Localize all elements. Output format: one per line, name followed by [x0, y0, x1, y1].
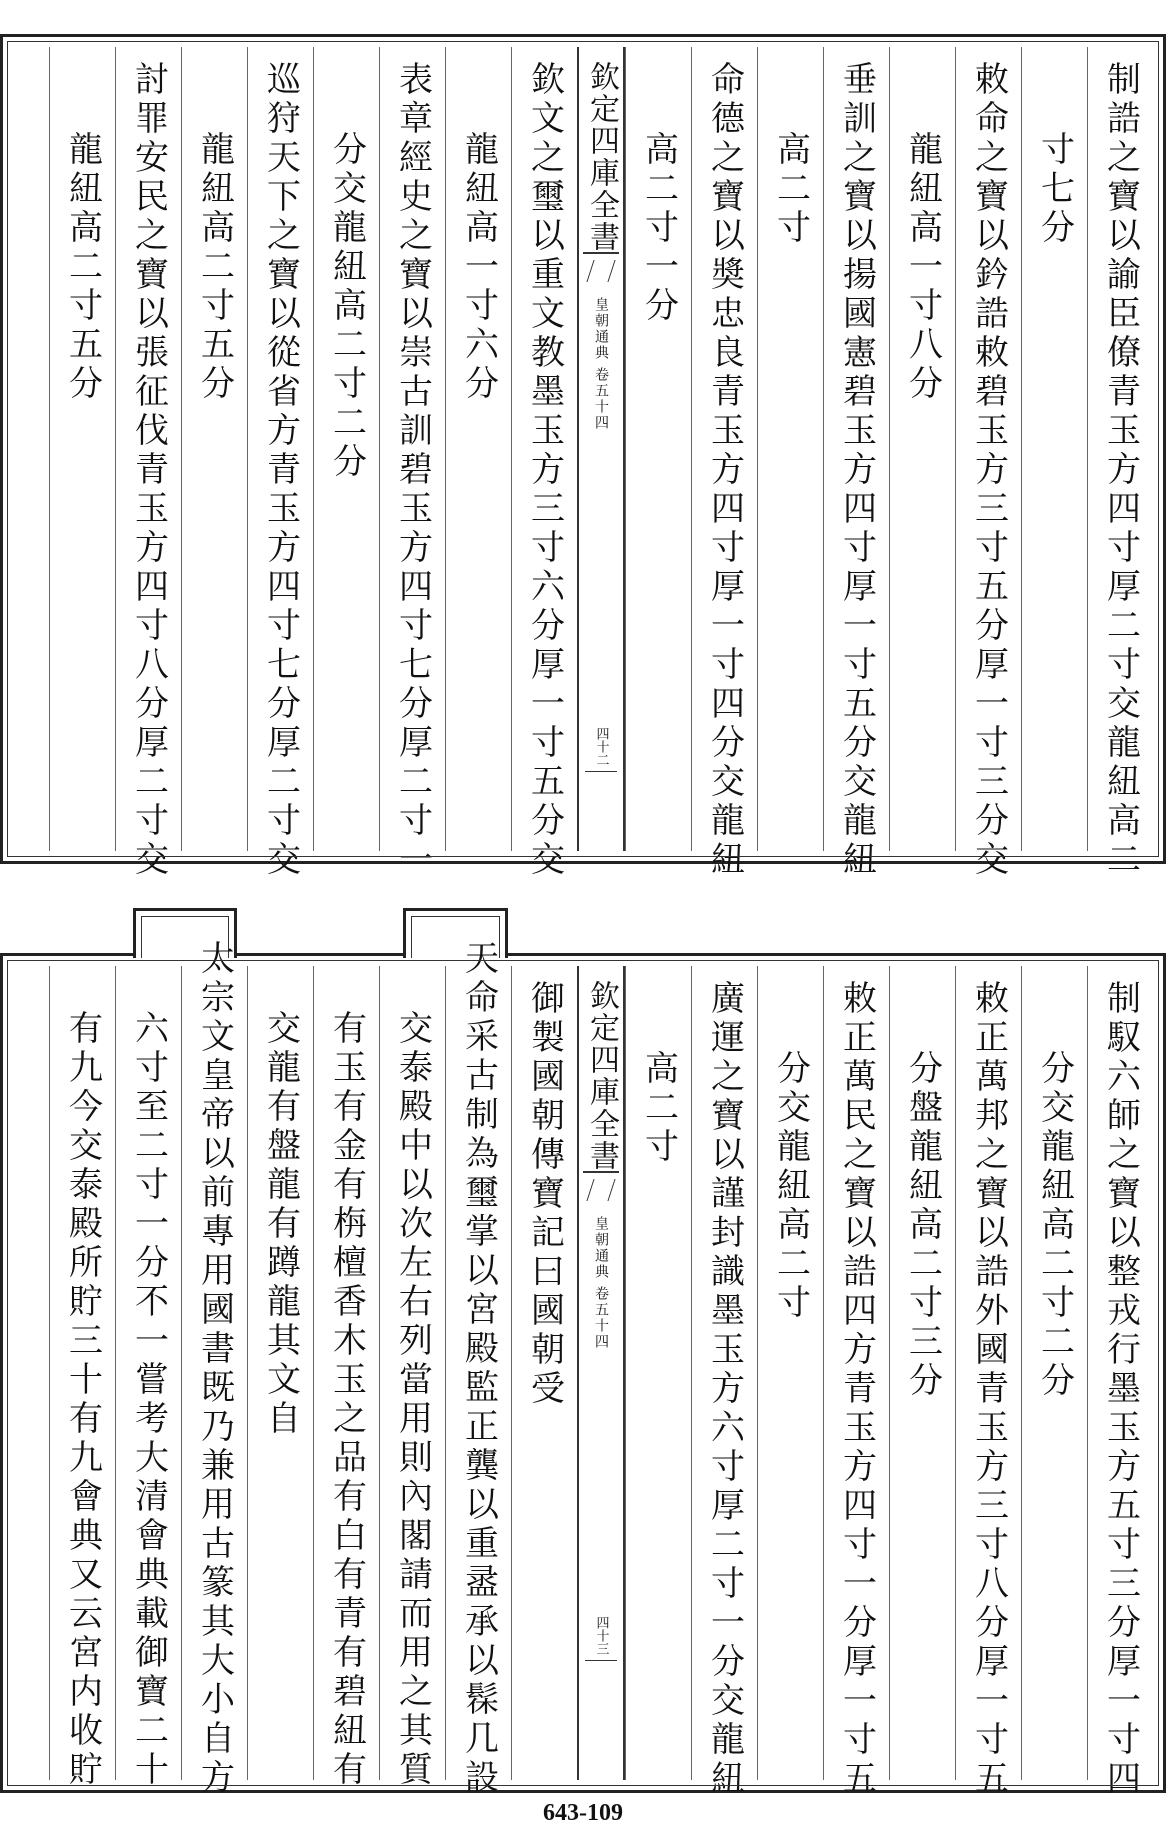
- column-text: 高二寸一分: [638, 131, 679, 326]
- text-column: [247, 47, 313, 880]
- column-text: 廣運之寶以謹封識墨玉方六寸厚二寸一分交龍紐: [704, 980, 745, 1799]
- column-text: 討罪安民之寶以張征伐青玉方四寸八分厚二寸交: [128, 61, 169, 880]
- column-text: 分盤龍紐高二寸三分: [902, 1050, 943, 1401]
- column-text: 寸七分: [1034, 131, 1075, 248]
- text-column: [955, 966, 1021, 1799]
- volume-label: 卷五十四: [593, 1286, 609, 1350]
- text-column: [49, 47, 115, 851]
- bottom-page: [0, 940, 1166, 1799]
- text-column: [379, 966, 445, 1790]
- column-text: 制馭六師之寶以整戎行墨玉方五寸三分厚一寸四: [1100, 980, 1141, 1799]
- text-column: [115, 966, 181, 1790]
- column-text: 有九今交泰殿所貯三十有九會典又云宮内收貯: [62, 1010, 103, 1790]
- text-column: [247, 966, 313, 1780]
- column-text: 巡狩天下之寶以從省方青玉方四寸七分厚二寸交: [260, 61, 301, 880]
- column-text: 高二寸: [638, 1050, 679, 1167]
- text-column: [1021, 47, 1087, 851]
- text-column: [625, 966, 691, 1780]
- column-text: 太宗文皇帝以前專用國書既乃兼用古篆其大小自方: [194, 940, 235, 1798]
- folio-number: 四十二: [593, 727, 609, 766]
- source-title: 皇朝通典: [593, 297, 609, 361]
- folio-number: 四十三: [593, 1616, 609, 1655]
- text-column: [115, 47, 181, 880]
- text-column: [445, 940, 511, 1798]
- source-title: 皇朝通典: [593, 1216, 609, 1280]
- folio-rule: [585, 1660, 617, 1661]
- text-column: [757, 966, 823, 1780]
- column-text: 制誥之寶以諭臣僚青玉方四寸厚二寸交龍紐高二: [1100, 61, 1141, 880]
- column-text: 龍紐高二寸五分: [194, 131, 235, 404]
- text-column: [1087, 966, 1153, 1799]
- column-text: 有玉有金有栴檀香木玉之品有白有青有碧紐有: [326, 1010, 367, 1790]
- text-column: [511, 966, 577, 1780]
- center-fold-strip: [577, 47, 625, 851]
- column-text: 六寸至二寸一分不一嘗考大清會典載御寶二十: [128, 1010, 169, 1790]
- text-column: [313, 966, 379, 1790]
- text-column: [445, 47, 511, 851]
- column-text: 交龍有盤龍有蹲龍其文自: [260, 1010, 301, 1439]
- top-page: [0, 34, 1166, 880]
- collection-title: 欽定四庫全書: [584, 980, 619, 1172]
- text-column: [625, 47, 691, 851]
- column-text: 高二寸: [770, 131, 811, 248]
- column-text: 分交龍紐高二寸: [770, 1050, 811, 1323]
- column-text: 龍紐高一寸六分: [458, 131, 499, 404]
- column-text: 垂訓之寶以揚國憲碧玉方四寸厚一寸五分交龍紐: [836, 61, 877, 880]
- text-column: [511, 47, 577, 880]
- volume-label: 卷五十四: [593, 367, 609, 431]
- column-text: 表章經史之寶以崇古訓碧玉方四寸七分厚二寸一: [392, 61, 433, 880]
- center-fold-strip: [577, 966, 625, 1780]
- collection-title: 欽定四庫全書: [584, 61, 619, 253]
- text-column: [181, 940, 247, 1798]
- column-text: 天命采古制為璽掌以宮殿監正龔以重盝承以髹几設: [458, 940, 499, 1798]
- text-column: [379, 47, 445, 880]
- column-text: 龍紐高一寸八分: [902, 131, 943, 404]
- fishtail-mark-icon: [583, 252, 619, 290]
- fishtail-mark-icon: [583, 1171, 619, 1209]
- column-text: 敕命之寶以鈐誥敕碧玉方三寸五分厚一寸三分交: [968, 61, 1009, 880]
- column-text: 分交龍紐高二寸二分: [1034, 1050, 1075, 1401]
- folio-rule: [585, 771, 617, 772]
- text-column: [49, 966, 115, 1790]
- column-text: 御製國朝傳寶記曰國朝受: [524, 980, 565, 1409]
- text-column: [823, 47, 889, 880]
- column-text: 敕正萬民之寶以誥四方青玉方四寸一分厚一寸五: [836, 980, 877, 1799]
- column-text: 欽文之璽以重文教墨玉方三寸六分厚一寸五分交: [524, 61, 565, 880]
- column-text: 交泰殿中以次左右列當用則內閣請而用之其質: [392, 1010, 433, 1790]
- text-column: [757, 47, 823, 851]
- text-column: [691, 966, 757, 1799]
- text-column: [889, 47, 955, 851]
- text-column: [313, 47, 379, 851]
- text-column: [691, 47, 757, 880]
- text-column: [955, 47, 1021, 880]
- text-column: [1021, 966, 1087, 1780]
- page-number: 643-109: [543, 1800, 623, 1826]
- text-column: [889, 966, 955, 1780]
- text-column: [823, 966, 889, 1799]
- column-text: 命德之寶以奬忠良青玉方四寸厚一寸四分交龍紐: [704, 61, 745, 880]
- text-column: [1087, 47, 1153, 880]
- column-text: 敕正萬邦之寶以誥外國青玉方三寸八分厚一寸五: [968, 980, 1009, 1799]
- column-text: 龍紐高二寸五分: [62, 131, 103, 404]
- text-column: [181, 47, 247, 851]
- column-text: 分交龍紐高二寸二分: [326, 131, 367, 482]
